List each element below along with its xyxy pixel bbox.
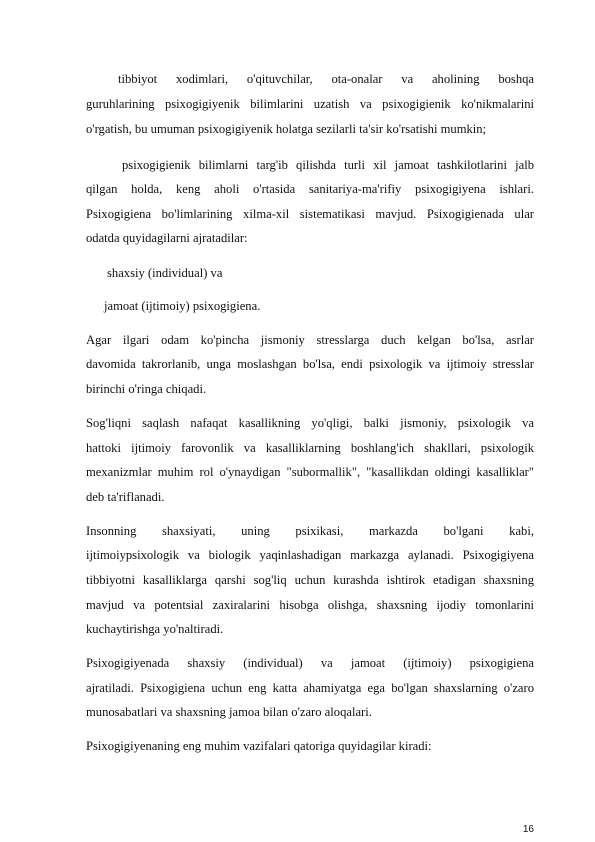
paragraph-line: Agar ilgari odam ko'pincha jismoniy stresslarga duch kelgan bo'lsa, asrlar (86, 333, 534, 347)
paragraph-line: Psixogigiyenaning eng muhim vazifalari qatoriga quyidagilar kiradi: (86, 739, 432, 753)
paragraph-line: ajratiladi. Psixogigiena uchun eng katta ahamiyatga ega bo'lgan shaxslarning o'zaro (86, 681, 534, 695)
paragraph-line: tibbiyotni kasalliklarga qarshi sog'liq uchun kurashda ishtirok etadigan shaxsning (86, 573, 534, 587)
paragraph-line: Psixogigiena bo'limlarining xilma-xil sistematikasi mavjud. Psixogigienada ular (86, 207, 534, 221)
paragraph-line: hattoki ijtimoiy farovonlik va kasalliklarning boshlang'ich shakllari, psixologik (86, 441, 534, 455)
paragraph-line: ijtimoiypsixologik va biologik yaqinlashadigan markazga aylanadi. Psixogigiyena (86, 548, 534, 562)
paragraph-line: qilgan holda, keng aholi o'rtasida sanitariya-ma'rifiy psixogigiyena ishlari. (86, 182, 534, 196)
page-number: 16 (522, 824, 534, 835)
paragraph-line: mavjud va potentsial zaxiralarini hisobga olishga, shaxsning ijodiy tomonlarini (86, 598, 534, 612)
paragraph-line: Psixogigiyenada shaxsiy (individual) va jamoat (ijtimoiy) psixogigiena (86, 656, 534, 670)
paragraph-line: munosabatlari va shaxsning jamoa bilan o'zaro aloqalari. (86, 705, 372, 719)
paragraph-line: mexanizmlar muhim rol o'ynaydigan "subormallik", "kasallikdan oldingi kasalliklar" (86, 465, 534, 479)
paragraph-line: tibbiyot xodimlari, o'qituvchilar, ota-onalar va aholining boshqa (118, 72, 534, 86)
paragraph-line: Sog'liqni saqlash nafaqat kasallikning yo'qligi, balki jismoniy, psixologik va (86, 416, 534, 430)
paragraph-line: birinchi o'ringa chiqadi. (86, 382, 207, 396)
paragraph-line: kuchaytirishga yo'naltiradi. (86, 622, 224, 636)
paragraph-line: o'rgatish, bu umuman psixogigiyenik holatga sezilarli ta'sir ko'rsatishi mumkin; (86, 122, 487, 136)
paragraph-line: davomida takrorlanib, unga moslashgan bo'lsa, endi psixologik va ijtimoiy stresslar (86, 357, 534, 371)
list-item: jamoat (ijtimoiy) psixogigiena. (104, 299, 261, 313)
paragraph-line: deb ta'riflanadi. (86, 490, 165, 504)
paragraph-line: Insonning shaxsiyati, uning psixikasi, markazda bo'lgani kabi, (86, 524, 534, 538)
list-item: shaxsiy (individual) va (107, 266, 223, 280)
paragraph-line: psixogigienik bilimlarni targ'ib qilishda turli xil jamoat tashkilotlarini jalb (122, 158, 534, 172)
paragraph-line: guruhlarining psixogigiyenik bilimlarini uzatish va psixogigienik ko'nikmalarini (86, 97, 534, 111)
paragraph-line: odatda quyidagilarni ajratadilar: (86, 231, 248, 245)
